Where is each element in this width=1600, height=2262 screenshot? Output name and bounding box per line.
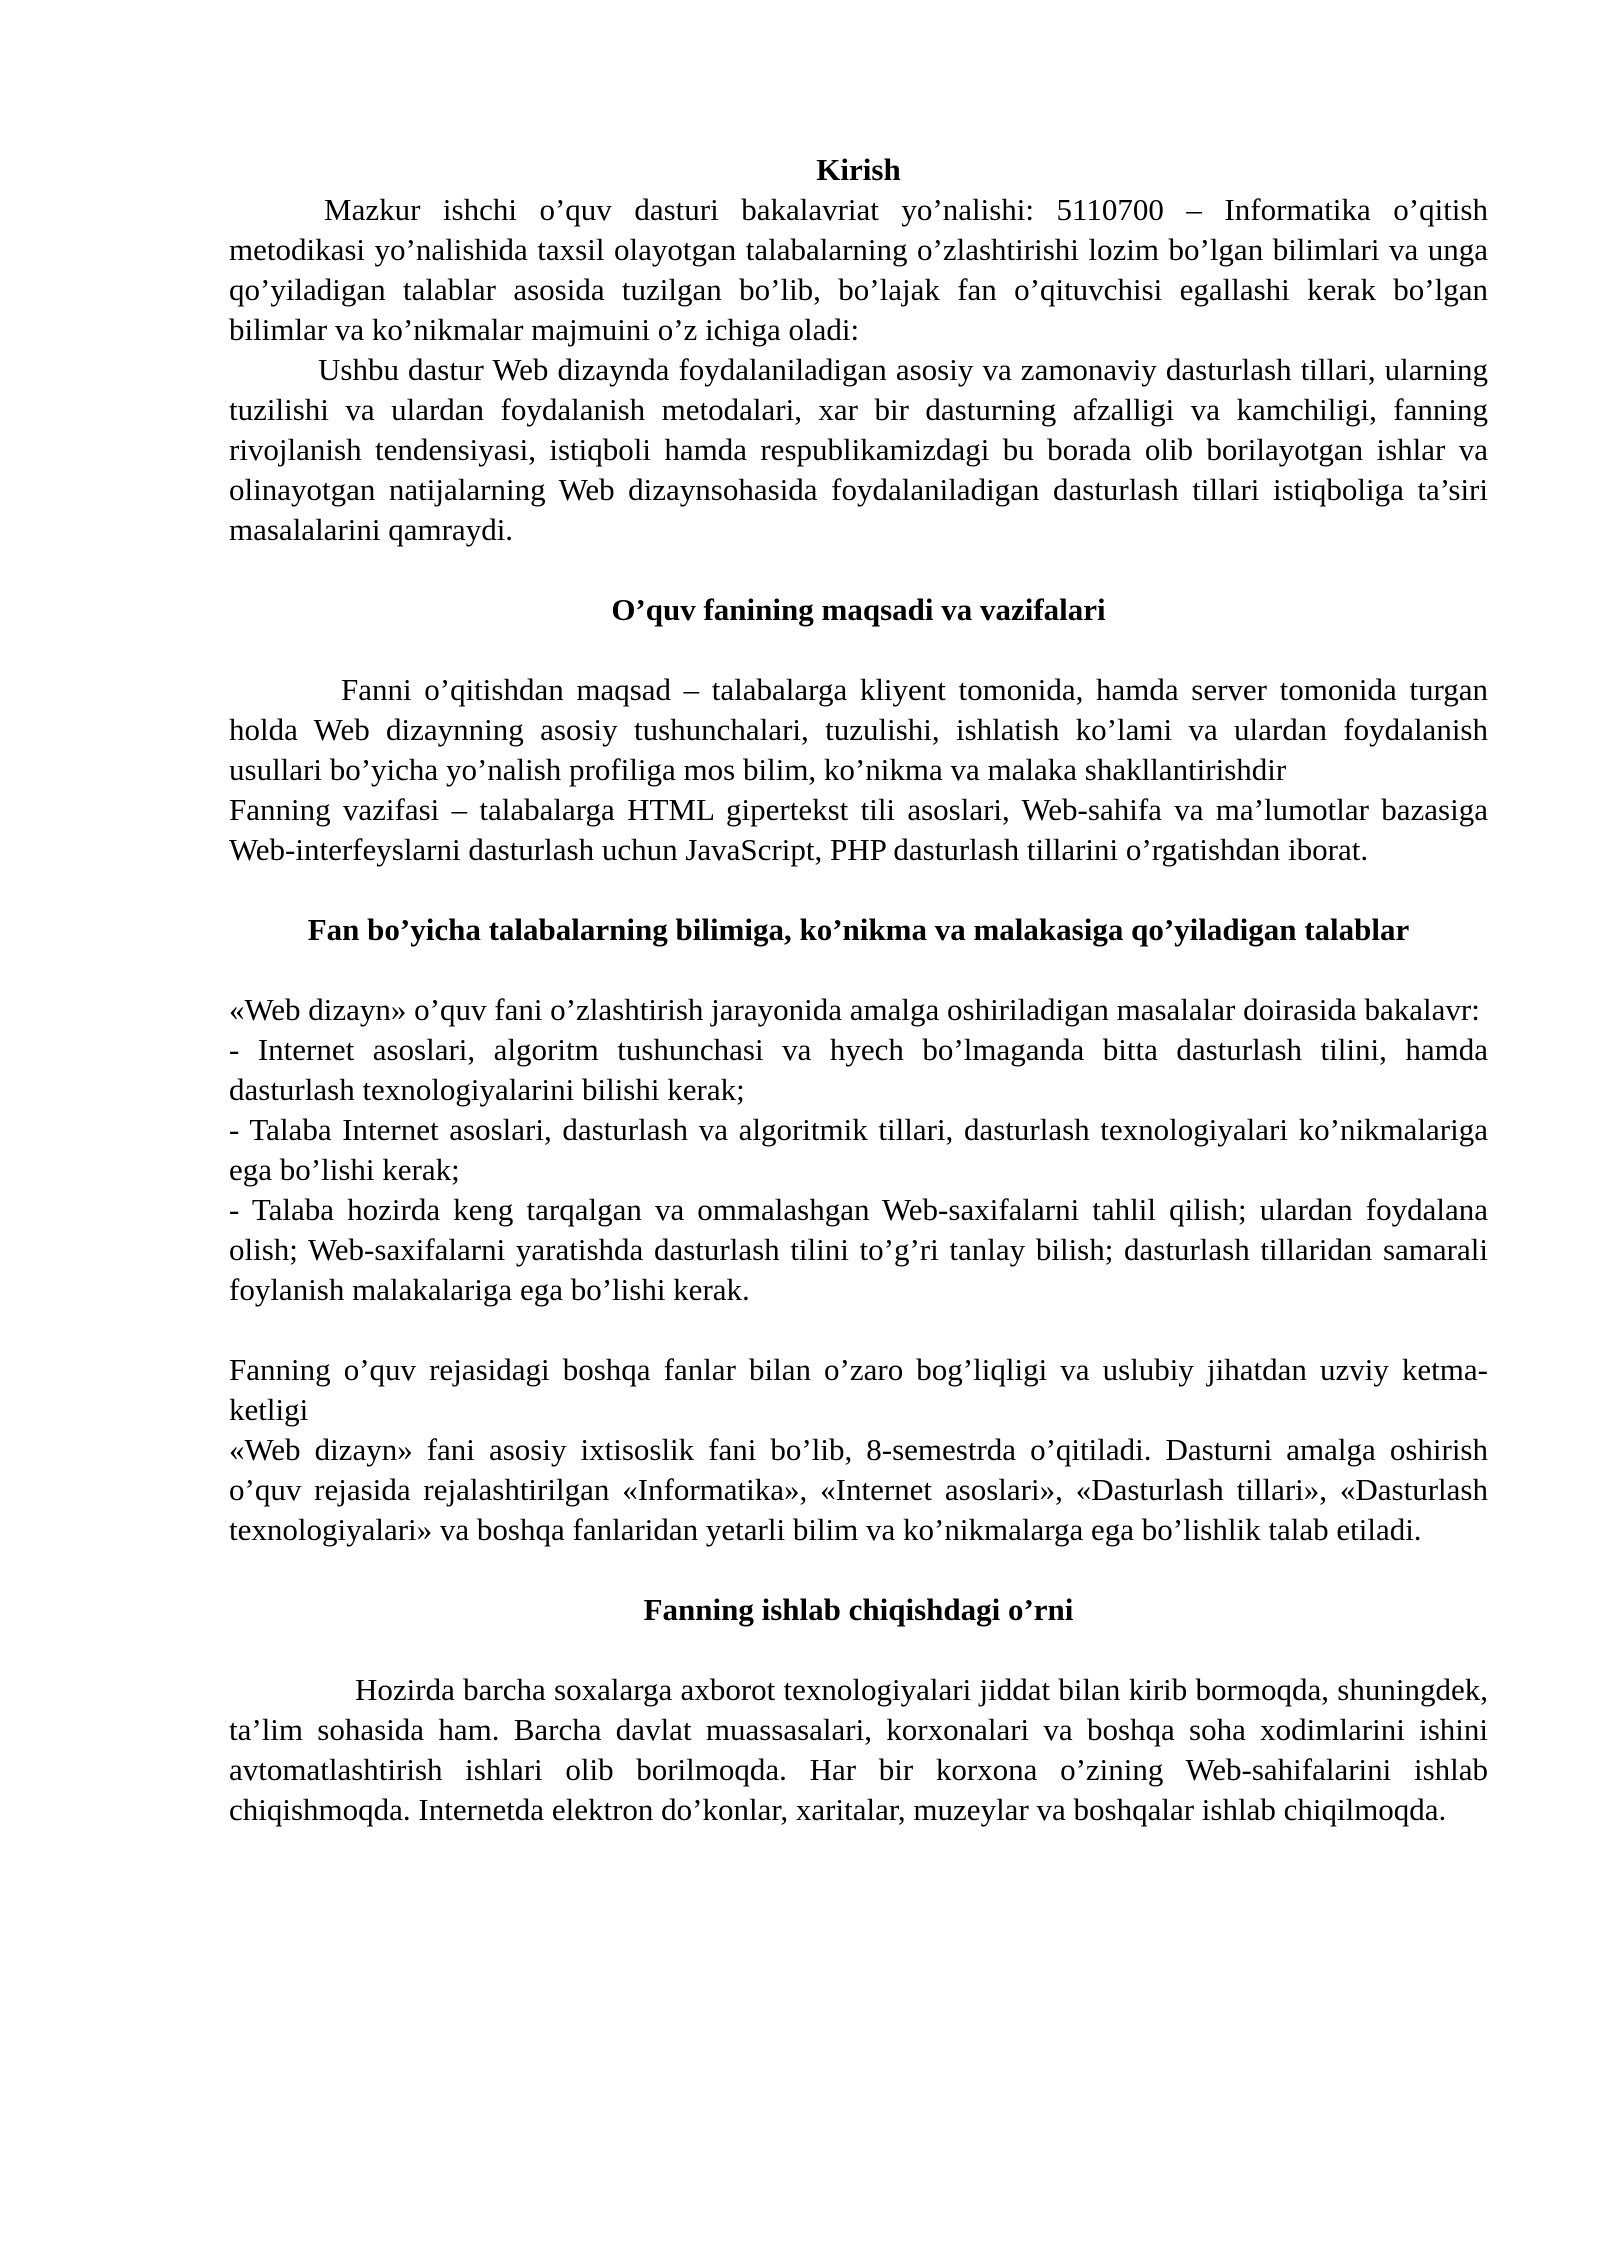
section-heading-maqsad: O’quv fanining maqsadi va vazifalari — [611, 592, 1106, 627]
paragraph-talablar-intro: «Web dizayn» o’quv fani o’zlashtirish jarayonida amalga oshiriladigan masalalar doirasida bakalavr: — [229, 992, 1480, 1027]
paragraph-boglilik: «Web dizayn» fani asosiy ixtisoslik fani bo’lib, 8-semestrda o’qitiladi. Dasturni amalga oshirish o’quv rejasida rejalashtirilgan «Informatika», «Internet asoslari», «Dasturlash tillari», «Dasturlash texnologiyalari» va boshqa fanlaridan yetarli bilim va ko’nikmalarga ega bo’lishlik talab etiladi. — [229, 1432, 1488, 1547]
section-heading-orni: Fanning ishlab chiqishdagi o’rni — [643, 1592, 1074, 1627]
document-body — [229, 150, 1488, 1830]
paragraph-maqsad: Fanni o’qitishdan maqsad – talabalarga kliyent tomonida, hamda server tomonida turgan holda Web dizaynning asosiy tushunchalari, tuzulishi, ishlatish ko’lami va ulardan foydalanish usullari bo’yicha yo’nalish profiliga mos bilim, ko’nikma va malaka shakllantirishdir — [229, 672, 1488, 787]
paragraph-intro-1: Mazkur ishchi o’quv dasturi bakalavriat yo’nalishi: 5110700 – Informatika o’qitish metodikasi yo’nalishida taxsil olayotgan talabalarning o’zlashtirishi lozim bo’lgan bilimlari va unga qo’yiladigan talablar asosida tuzilgan bo’lib, bo’lajak fan o’qituvchisi egallashi kerak bo’lgan bilimlar va ko’nikmalar majmuini o’z ichiga oladi: — [229, 192, 1488, 347]
paragraph-intro-2: Ushbu dastur Web dizaynda foydalaniladigan asosiy va zamonaviy dasturlash tillari, ularning tuzilishi va ulardan foydalanish metodalari, xar bir dasturning afzalligi va kamchiligi, fanning rivojlanish tendensiyasi, istiqboli hamda respublikamizdagi bu borada olib borilayotgan ishlar va olinayotgan natijalarning Web dizaynsohasida foydalaniladigan dasturlash tillari istiqboliga ta’siri masalalarini qamraydi. — [229, 352, 1488, 547]
list-item: - Internet asoslari, algoritm tushunchasi va hyech bo’lmaganda bitta dasturlash tilini, hamda dasturlash texnologiyalarini bilishi kerak; — [229, 1032, 1488, 1107]
paragraph-boglilik-title: Fanning o’quv rejasidagi boshqa fanlar bilan o’zaro bog’liqligi va uslubiy jihatdan uzviy ketma-ketligi — [229, 1352, 1488, 1427]
list-item: - Talaba hozirda keng tarqalgan va ommalashgan Web-saxifalarni tahlil qilish; ulardan foydalana olish; Web-saxifalarni yaratishda dasturlash tilini to’g’ri tanlay bilish; dasturlash tillaridan samarali foylanish malakalariga ega bo’lishi kerak. — [229, 1192, 1488, 1307]
paragraph-vazifa: Fanning vazifasi – talabalarga HTML gipertekst tili asoslari, Web-sahifa va ma’lumotlar bazasiga Web-interfeyslarni dasturlash uchun JavaScript, PHP dasturlash tillarini o’rgatishdan iborat. — [229, 792, 1488, 867]
paragraph-orni: Hozirda barcha soxalarga axborot texnologiyalari jiddat bilan kirib bormoqda, shuningdek, ta’lim sohasida ham. Barcha davlat muassasalari, korxonalari va boshqa soha xodimlarini ishini avtomatlashtirish ishlari olib borilmoqda. Har bir korxona o’zining Web-sahifalarini ishlab chiqishmoqda. Internetda elektron do’konlar, xaritalar, muzeylar va boshqalar ishlab chiqilmoqda. — [229, 1672, 1488, 1827]
section-heading-kirish: Kirish — [816, 152, 901, 187]
list-item: - Talaba Internet asoslari, dasturlash va algoritmik tillari, dasturlash texnologiyalari ko’nikmalariga ega bo’lishi kerak; — [229, 1112, 1488, 1187]
section-heading-talablar: Fan bo’yicha talabalarning bilimiga, ko’nikma va malakasiga qo’yiladigan talablar — [307, 912, 1410, 947]
